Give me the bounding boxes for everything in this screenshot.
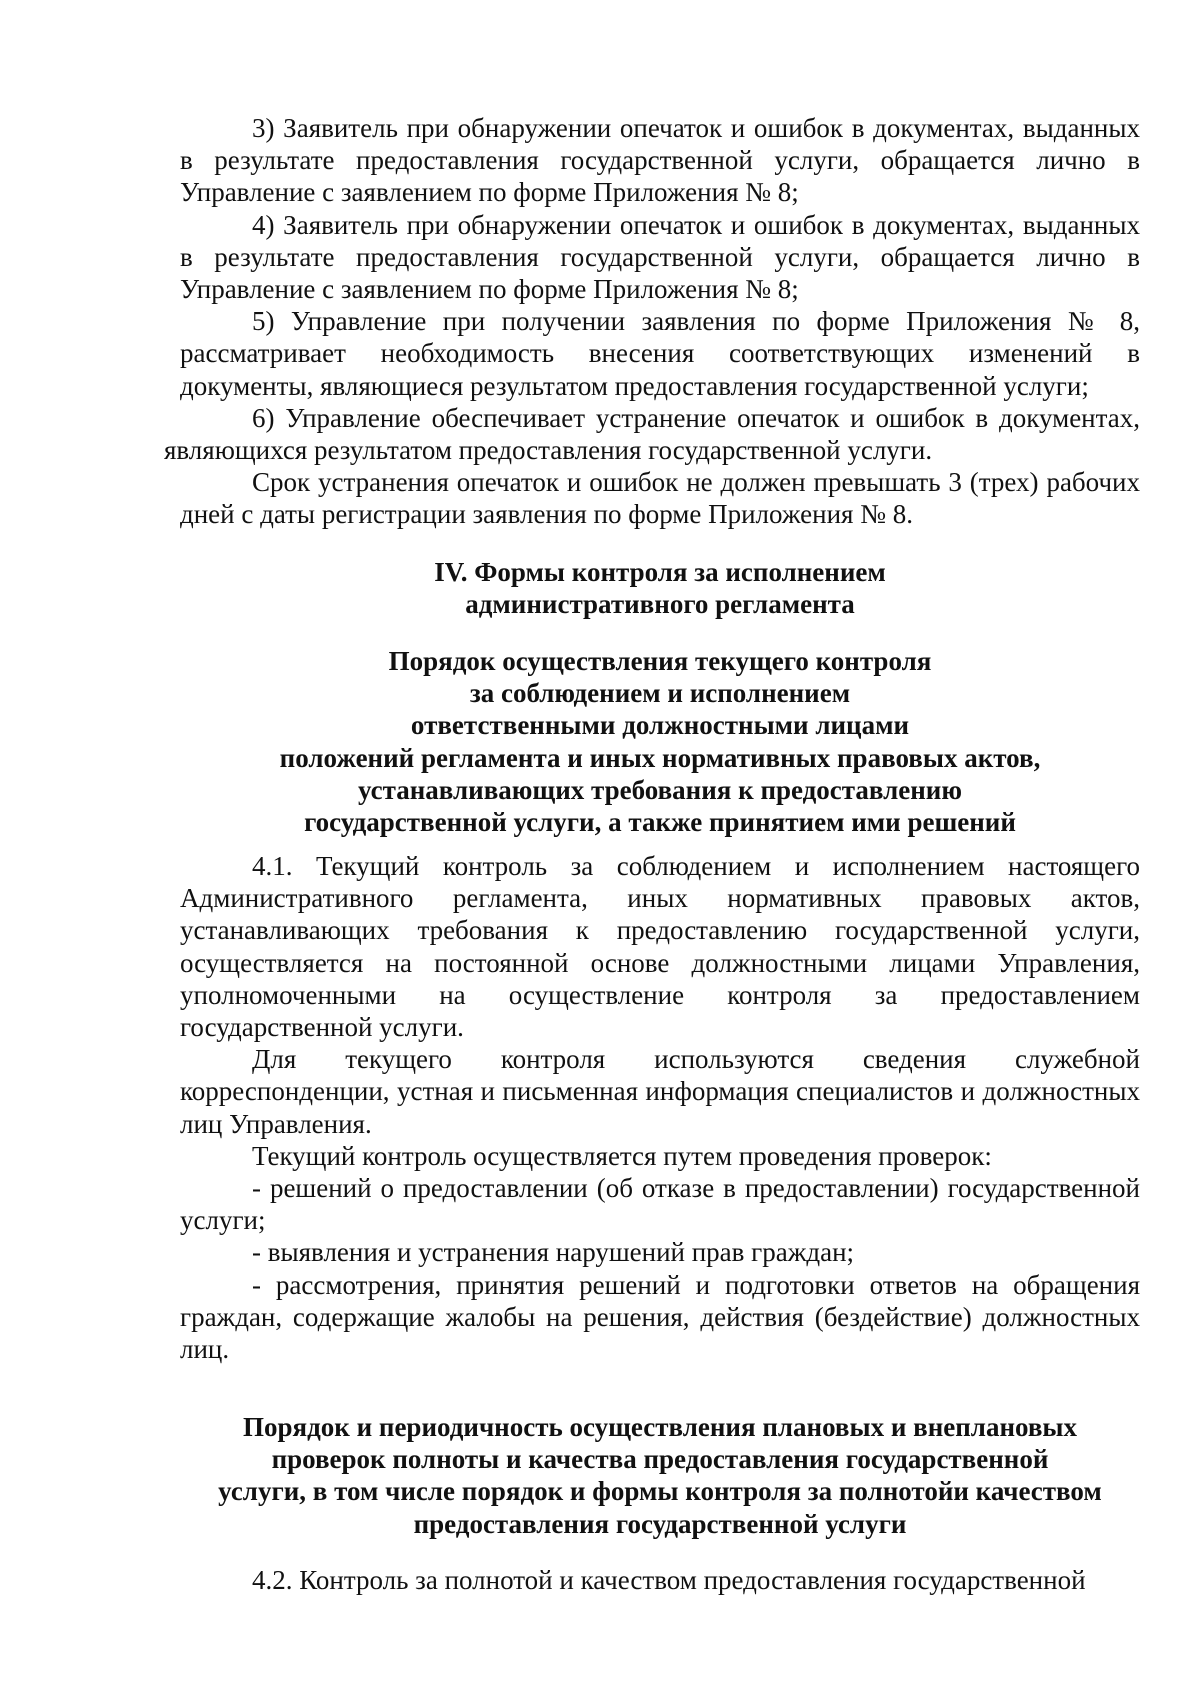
- subsection-heading-line: Порядок осуществления текущего контроля: [388, 646, 932, 676]
- subsection-heading-current-control: [180, 645, 1140, 838]
- section-heading-line: административного регламента: [465, 589, 855, 620]
- subsection-heading-inspections: [180, 1411, 1140, 1540]
- subsection-heading-line: государственной услуги, а также принятием ими решений: [304, 807, 1016, 838]
- bullet-item: - рассмотрения, принятия решений и подготовки ответов на обращения граждан, содержащие жалобы на решения, действия (бездействие) должностных лиц.: [180, 1269, 1140, 1365]
- paragraph-4-2: 4.2. Контроль за полнотой и качеством предоставления государственной: [252, 1565, 1086, 1595]
- list-item-5: 5) Управление при получении заявления по форме Приложения № 8, рассматривает необходимость внесения соответствующих изменений в документы, являющиеся результатом предоставления государственной услуги;: [180, 306, 1140, 401]
- section-heading-iv: [180, 556, 1140, 620]
- paragraph-deadline: Срок устранения опечаток и ошибок не должен превышать 3 (трех) рабочих дней с даты регистрации заявления по форме Приложения № 8.: [180, 467, 1140, 530]
- subsection-heading-line: за соблюдением и исполнением: [469, 678, 851, 709]
- subsection-heading-line: услуги, в том числе порядок и формы контроля за полнотойи качеством: [218, 1476, 1102, 1507]
- paragraph-4-1: 4.1. Текущий контроль за соблюдением и исполнением настоящего Административного регламента, иных нормативных правовых актов, устанавливающих требования к предоставлению государственной услуги, осуществляется на постоянной основе должностными лицами Управления, уполномоченными на осуществление контроля за предоставлением государственной услуги.: [180, 851, 1140, 1043]
- subsection-heading-line: предоставления государственной услуги: [413, 1508, 907, 1539]
- subsection-body-inspections: [180, 1564, 1140, 1596]
- subsection-heading-line: устанавливающих требования к предоставлению: [357, 774, 962, 805]
- list-item-6: 6) Управление обеспечивает устранение опечаток и ошибок в документах, являющихся результатом предоставления государственной услуги.: [164, 402, 1140, 466]
- paragraph-sources: Для текущего контроля используются сведения служебной корреспонденции, устная и письменная информация специалистов и должностных лиц Управления.: [180, 1044, 1140, 1139]
- paragraph-checks-intro: Текущий контроль осуществляется путем проведения проверок:: [252, 1140, 992, 1171]
- subsection-heading-line: Порядок и периодичность осуществления плановых и внеплановых: [243, 1412, 1077, 1442]
- section-heading-line: IV. Формы контроля за исполнением: [434, 557, 886, 587]
- bullet-item: - выявления и устранения нарушений прав граждан;: [252, 1237, 855, 1268]
- subsection-heading-line: проверок полноты и качества предоставления государственной: [271, 1444, 1049, 1475]
- list-item-4: 4) Заявитель при обнаружении опечаток и ошибок в документах, выданных в результате предоставления государственной услуги, обращается лично в Управление с заявлением по форме Приложения № 8;: [180, 209, 1140, 305]
- list-items-block: [164, 112, 1140, 531]
- bullet-item: - решений о предоставлении (об отказе в предоставлении) государственной услуги;: [180, 1173, 1140, 1236]
- subsection-body-current-control: [180, 850, 1140, 1365]
- subsection-heading-line: положений регламента и иных нормативных правовых актов,: [279, 742, 1041, 773]
- subsection-heading-line: ответственными должностными лицами: [410, 710, 910, 741]
- list-item-3: 3) Заявитель при обнаружении опечаток и ошибок в документах, выданных в результате предоставления государственной услуги, обращается лично в Управление с заявлением по форме Приложения № 8;: [180, 113, 1140, 208]
